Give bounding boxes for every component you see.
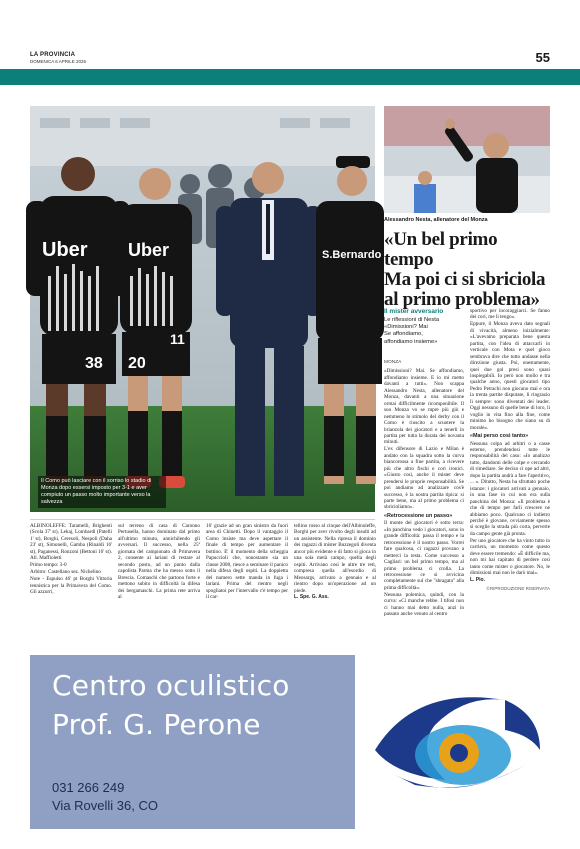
- coach-illustration: [384, 106, 550, 213]
- headline-line-3: al primo problema»: [384, 289, 540, 310]
- article-paragraph: «Dimissioni? Mai. Se affondiamo, affondiamo insieme. E io mi metto davanti a tutti». Non scappa Alessandro Nesta, allenatore del Monza, davanti a una situazione ormai difficilmente ricomponibile. Il suo Monza vo se mpre più giù e nemmeno lo stimolo del derby con il Como è riuscito a scuotere la brianzola dei giocatori e a tenerli in partita per tutta la durata dei novanta minuti.: [384, 368, 464, 446]
- copyright-note: ©RIPRODUZIONE RISERVATA: [486, 585, 550, 591]
- report-paragraph: ALBINOLEFFE: Taramelli, Brighenti (Scola 37' st), Lekaj, Lombardi (Patelli 1' st), Borghi, Ceresoli, Nespoli (Daha 23' st), Simonelli, Gamba (Rinaldi 16' st), Paganessi, Ronzoni (Bettoni 16' st). All. Maffioletti: [30, 523, 112, 562]
- ad-phone: 031 266 249: [52, 780, 125, 795]
- article-headline: [384, 230, 550, 310]
- headline-line-1: «Un bel primo tempo: [384, 229, 498, 270]
- subhead-title: Il mister avversario: [384, 308, 444, 315]
- newspaper-name: LA PROVINCIA: [30, 52, 76, 58]
- article-paragraph: Il monte dei giocatori è sotto terra: «In panchina vedo i giocatori, sono in grande difficoltà: passa il tempo e la retrocessione è il nostro passo. Vorrei fare qualcosa, ci ragazzi provano a metterci la testa. Come successo a Cagliari: un bel primo tempo, ma al primo problema ci crolla. La retrocessione ce si avvicina completamente sul che "sbragata" alla prima difficoltà».: [384, 520, 464, 591]
- subhead-block: [384, 308, 476, 346]
- ad-address: Via Rovelli 36, CO: [52, 798, 158, 813]
- report-column-2: [118, 523, 200, 601]
- eye-logo-icon: [355, 655, 551, 829]
- article-column-1: [384, 360, 464, 618]
- side-photo-caption: Alessandro Nesta, allenatore del Monza: [384, 217, 488, 223]
- article-signature: L. Pio.: [470, 577, 485, 584]
- article-column-2: [470, 308, 550, 592]
- main-photo: [30, 106, 382, 512]
- article-paragraph: sportivo per incoraggiarci. Se fanno dei cori, me li tengo».: [470, 308, 550, 321]
- main-photo-caption: Il Como può lasciare con il sorriso lo stadio di Monza dopo essersi imposto per 3-1 e aver compiuto un passo molto importante verso la salvezza: [38, 476, 166, 508]
- report-column-3: [206, 523, 288, 601]
- subhead-line: Se affondiamo,: [384, 331, 423, 338]
- headline-line-2: Ma poi ci si sbriciola: [384, 269, 546, 290]
- section-color-bar: [0, 69, 580, 85]
- subhead-line: affondiamo insieme»: [384, 338, 438, 345]
- article-paragraph: L'ex difensore di Lazio e Milan è andato con la squadra sotto la curva biancorossa a fine partita, a ricevere più che altro fischi e cori ironici. «Giusto così, anche il mister deve prendersi le proprie responsabilità. Se poi andiamo ad analizzare cos'è successo, è la nostra partita tipica: si parte bene, ma al primo problema ci sbricioliamo».: [384, 446, 464, 511]
- page-number: 55: [535, 50, 550, 65]
- advertisement[interactable]: [30, 655, 551, 829]
- article-paragraph: Nessuna colpa ad arbitri o a casse esterne, prendendosi tutte le responsabilità del caso: «Io analizzo tutto, dandomi delle colpe e cercando di rimediare. Se deciso ci ope ad altri, dopo la partita andrà a fare l'aperitivo, ... ». Ditutto, Nesta ha sfruttato poche istanze: i giocatori arrivati a gennaio, in una fase in cui non era sulla panchina del Monza: «Il problema è che di tempo per farli crescere ne abbiamo poco. Qualcuno ci indietro perché è giovane, ovviamente spesso si sceglie la strada più corta, perverte da campo gente già pronta.: [470, 440, 550, 537]
- article-section-title: «Mai perso così tanto»: [470, 433, 529, 440]
- report-paragraph: Arbitro: Castellano sez. Nichelino: [30, 569, 101, 576]
- issue-date: DOMENICA 6 APRILE 2025: [30, 59, 87, 64]
- subhead-line: Le riflessioni di Nesta: [384, 317, 440, 323]
- football-players-illustration: [30, 106, 382, 512]
- article-dateline: MONZA: [384, 360, 402, 365]
- ad-title-line-1: Centro oculistico: [52, 669, 290, 702]
- article-paragraph: Nessuna polemica, quindi, con la curva: «Ci manche rebbe. I tifosi non ci hanno mai detto nulla, anzi in passato anche venuto al centro: [384, 591, 464, 618]
- report-paragraph: sul terreno di casa di Caronno Pertusella, hanno dominato dal primo all'ultimo minuto, annichilendo gli avversari. Il successo, nella 25ª giornata del campionato di Primavera 2, consente ai lariani di restare al secondo posto, ad un punto dalla capolista Parma che ha messo sotto il Brescia. Comaschi che partono forte e mettono subito in difficoltà la difesa dei bergamaschi. La prima rete arriva al: [118, 523, 200, 600]
- report-paragraph: Primo tempo: 3-0: [30, 562, 67, 569]
- masthead: [30, 52, 550, 66]
- jersey-number-2: 20: [128, 355, 146, 372]
- jersey-number-3: 11: [170, 331, 185, 347]
- article-paragraph: Per uno giocatore che ha vinto tutto in carriera, un momento come questo deve essere tremendo: «È difficile ma, non mi hai capitato di perdere così tanto come mister o giocatore. No, le dimissioni mai non le darò mai».: [470, 537, 550, 577]
- article-section-title: «Retrocessione un passo»: [384, 512, 453, 519]
- jersey-sponsor-2: Uber: [128, 240, 170, 260]
- subhead-line: «Dimissioni? Mai: [384, 324, 428, 331]
- report-paragraph: tellino rosso al cinque dell'Albinoleffe, Borghi per aver rivolto degli insulti ad un assistente. Nella ripresa il dominio dei ragazzi di mister Buzzegoli diventa ancor più evidente e di fatto si gioca in una sola metà campo, quella degli ospiti. Arrivano così le altre tre reti, compresa quella all'esordio di Meosargs, arrivato a gennaio e al rientro dopo un'operazione ad un piede.: [294, 523, 376, 594]
- report-column-1: [30, 523, 112, 596]
- report-column-4: [294, 523, 376, 601]
- report-signature: L. Spe. G. Ass.: [294, 594, 329, 601]
- report-paragraph: Note - Espulso 46' pt Borghi Vittoria tennistica per la Primavera del Como. Gli azzurri,: [30, 576, 112, 596]
- jersey-number: 38: [85, 355, 103, 372]
- report-paragraph: 16' grazie ad un gran sinistro da fuori area di Chinetti. Dopo il vantaggio il Como insiste ma deve aspettare il finale di tempo per aumentare il bottino. E' il momento della scheggia Papucciolì che, nonostante sia un classe 2008, riesce a seminare il panico nella difesa degli ospiti. La doppietta del numero sette manda in fuga i lariani. Prima del rientro negli spogliatoi per l'intervallo c'è tempo per il car-: [206, 523, 288, 600]
- jersey-name: S.Bernardo: [322, 249, 382, 261]
- divider: [30, 519, 375, 520]
- side-photo: [384, 106, 550, 213]
- article-paragraph: Eppure, il Monza aveva dato segnali di vivacità, almeno inizialmente: «L'avevamo preparata bene questa partita, con l'idea di attaccarli in verticale con Mota e quel gioco sembrava dire che tutto andasse nella direzione giusta. Poi, onestamente, quei due gol presi sono quasi inspiegabili. Io però non mollo e tra qualche anno, questi giocatori tipo Pedro Petrachi non giocano mai e ora la trenta partite disputate, lì ringrazio lì sempre: sono diventati dei leader. Oggi nessuno di quelle bene di loro, li voglio in vita fino alla fine, come minimo ho bisogno che siano su di morale».: [470, 321, 550, 431]
- ad-title-line-2: Prof. G. Perone: [52, 708, 261, 741]
- jersey-sponsor: Uber: [42, 239, 88, 261]
- eye-logo: [355, 655, 551, 829]
